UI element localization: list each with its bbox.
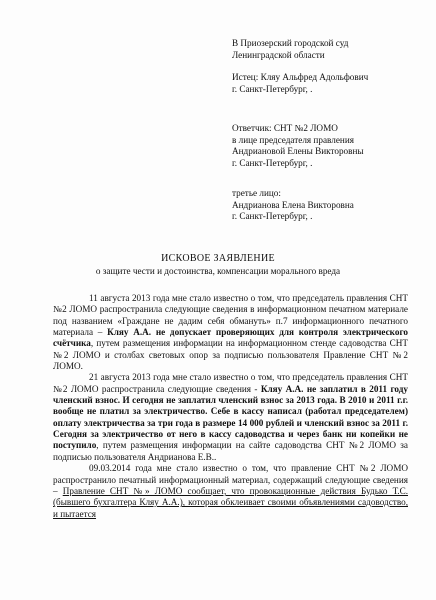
paragraph-3-quote: Правление СНТ №» ЛОМО сообщает, что провокационные действия Будько Т.С. (бывшего бухгалтера Кляу А.А.), которая обклеивает своими объявлениями садоводство, и пытается xyxy=(53,485,409,519)
paragraph-1 xyxy=(53,293,408,372)
claim-body xyxy=(53,293,408,520)
third-party-name: Андрианова Елена Викторовна xyxy=(232,199,354,210)
court-addressee xyxy=(232,38,348,61)
paragraph-3-text-a: 09.03.2014 года мне стало известно о том, что правление СНТ №2 ЛОМО распространило печатный информационный материал, содержащий следующие сведения – xyxy=(53,463,408,496)
defendant-chair: Андриановой Елены Викторовны xyxy=(232,146,364,157)
court-line-2: Ленинградской области xyxy=(232,49,325,60)
plaintiff-name: Истец: Кляу Альфред Адольфович xyxy=(232,72,369,82)
paragraph-1-text-a: 11 августа 2013 года мне стало известно о том, что председатель правления СНТ №2 ЛОМО распространила следующие сведения в информационном печатном материале под названием «Граждане не дадим себя обмануть» п.7 информационного печатного материала – xyxy=(53,293,408,338)
document-title: ИСКОВОЕ ЗАЯВЛЕНИЕ xyxy=(161,253,275,264)
third-party-label: третье лицо: xyxy=(232,188,281,198)
paragraph-1-quote: Кляу А.А. не допускает проверяющих для контроля электрического счётчика xyxy=(53,327,408,349)
plaintiff-block xyxy=(232,72,368,95)
defendant-address: г. Санкт-Петербург, . xyxy=(232,157,313,168)
paragraph-1-text-c: , путем размещения информации на информационном стенде садоводства СНТ №2 ЛОМО и столбах световых опор за подписью пользователя Правление СНТ №2 ЛОМО. xyxy=(53,338,408,372)
paragraph-2 xyxy=(53,372,408,463)
defendant-block xyxy=(232,123,364,169)
third-party-block xyxy=(232,188,354,223)
paragraph-2-text-c: , путем размещения информации на сайте садоводства СНТ №2 ЛОМО за подписью пользователя Андрианова Е.В.. xyxy=(53,440,408,462)
third-party-address: г. Санкт-Петербург, . xyxy=(232,211,313,222)
paragraph-2-text-a: 21 августа 2013 года мне стало известно о том, что председатель правления СНТ №2 ЛОМО распространила следующие сведения - xyxy=(53,372,408,394)
defendant-name: Ответчик: СНТ №2 ЛОМО xyxy=(232,123,338,133)
paragraph-2-quote: Кляу А.А. не заплатил в 2011 году членский взнос. И сегодня не заплатил членский взнос за 2013 года. В 2010 и 2011 г.г. вообще не платил за электричество. Себе в кассу написал (работал председателем) оплату электричества за три года в размере 14 000 рублей и членский взнос за 2011 г. Сегодня за электричество от него в кассу садоводства и через банк ни копейки не поступило xyxy=(53,383,408,451)
paragraph-3 xyxy=(53,463,408,520)
plaintiff-address: г. Санкт-Петербург, . xyxy=(232,83,313,94)
court-line-1: В Приозерский городской суд xyxy=(232,38,349,48)
defendant-represented: в лице председателя правления xyxy=(232,134,354,145)
document-subtitle: о защите чести и достоинства, компенсации морального вреда xyxy=(95,266,341,276)
